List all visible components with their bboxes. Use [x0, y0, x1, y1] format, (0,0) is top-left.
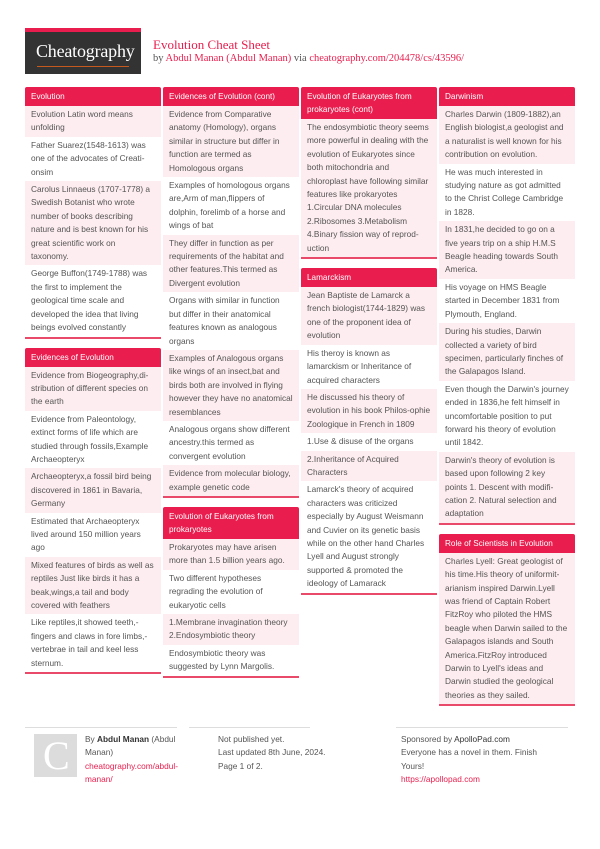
list-item: He was much interested in studying nature as got admitted to the Christ College Cambridge in 1828.: [439, 164, 575, 222]
section-title: Lamarckism: [301, 268, 437, 287]
list-item: Charles Lyell: Great geologist of his time.His theory of uniformit-arianism inspired Darwin.Lyell was friend of Captain Robert FitzRoy who piloted the HMS beagle when Darwin sailed to the Galapagos islands and South America.FitzRoy introduced Darwin to Lyell's ideas and Darwin studied the geological theories as they sailed.: [439, 553, 575, 704]
footer-author-url[interactable]: cheatography.com/abdul-manan/: [85, 760, 179, 785]
section-body: [301, 119, 437, 257]
section-title: Role of Scientists in Evolution: [439, 534, 575, 553]
sponsor-prefix: Sponsored by: [401, 734, 453, 744]
cheatography-logo[interactable]: [25, 28, 141, 74]
list-item: Lamarck's theory of acquired characters was criticized especially by August Weismann and Cuvier on its genetic basis while on the other hand Charles Lyell and August strongly supported & promoted the ideology of Lamarack: [301, 481, 437, 592]
list-item: Mixed features of birds as well as reptiles Just like birds it has a beak,wings,a tail and body covered with feathers: [25, 557, 161, 615]
title-block: [153, 38, 464, 66]
footer-author-name[interactable]: Abdul Manan: [97, 734, 150, 744]
section-title: Evolution: [25, 87, 161, 106]
list-item: Archaeopteryx,a fossil bird being discovered in 1861 in Bavaria, Germany: [25, 468, 161, 512]
list-item: Analogous organs show different ancestry.this termed as convergent evolution: [163, 421, 299, 465]
list-item: 2.Inheritance of Acquired Characters: [301, 451, 437, 482]
section-body: [163, 106, 299, 496]
footer-divider: [25, 727, 177, 728]
list-item: Organs with similar in function but differ in their anatomical features known as analogous organs: [163, 292, 299, 350]
list-item: Jean Baptiste de Lamarck a french biologist(1744-1829) was one of the proponent idea of evolution: [301, 287, 437, 345]
section-evidences-of-evolution: [25, 348, 161, 675]
list-item: Prokaryotes may have arisen more than 1.5 billion years ago.: [163, 539, 299, 570]
sponsor-name[interactable]: ApolloPad.com: [454, 734, 510, 744]
list-item: His voyage on HMS Beagle started in December 1831 from Plymouth, England.: [439, 279, 575, 323]
list-item: Even though the Darwin's journey ended in 1836,he felt himself in uncomfortable position to put forward his theory of evolution until 1842.: [439, 381, 575, 452]
section-title: Evidences of Evolution (cont): [163, 87, 299, 106]
list-item: 1.Membrane invagination theory 2.Endosymbiotic theory: [163, 614, 299, 645]
section-role-of-scientists: [439, 534, 575, 706]
list-item: Like reptiles,it showed teeth,-fingers and claws in fore limbs,-vertebrae in tail and keel less sternum.: [25, 614, 161, 672]
section-evidences-of-evolution-cont: [163, 87, 299, 498]
logo-text: Cheatography: [36, 41, 135, 61]
list-item: George Buffon(1749-1788) was the first to implement the geological time scale and developed the idea that living beings evolved constantly: [25, 265, 161, 336]
section-title: Evolution of Eukaryotes from prokaryotes: [163, 507, 299, 539]
footer-author: [85, 733, 177, 787]
sponsor-line: [401, 733, 551, 746]
section-body: [301, 287, 437, 593]
list-item: Examples of homologous organs are,Arm of man,flippers of dolphin, forelimb of a horse and wings of bat: [163, 177, 299, 235]
list-item: Estimated that Archaeopteryx lived around 150 million years ago: [25, 513, 161, 557]
section-body: [439, 553, 575, 704]
section-body: [25, 106, 161, 337]
section-darwinism: [439, 87, 575, 525]
page-number: Page 1 of 2.: [218, 760, 263, 771]
section-evolution: [25, 87, 161, 339]
byline-via: via: [293, 53, 307, 64]
list-item: In 1831,he decided to go on a five years trip on a ship H.M.S Beagle heading towards South America.: [439, 221, 575, 279]
section-evolution-of-eukaryotes: [163, 507, 299, 678]
section-evolution-of-eukaryotes-cont: [301, 87, 437, 259]
list-item: Evidence from Paleontology, extinct forms of life which are studied through fossils,Example Archaeopteryx: [25, 411, 161, 469]
sponsor-url[interactable]: https://apollopad.com: [401, 774, 480, 785]
list-item: They differ in function as per requirements of the habitat and other features.This termed as Divergent evolution: [163, 235, 299, 293]
author-avatar: [34, 734, 77, 777]
byline: [153, 52, 464, 66]
footer-divider: [396, 727, 568, 728]
sponsor-tagline: Everyone has a novel in them. Finish Yours!: [401, 747, 538, 771]
footer-status: [218, 733, 328, 773]
list-item: Father Suarez(1548-1613) was one of the advocates of Creati-onsim: [25, 137, 161, 181]
section-lamarckism: [301, 268, 437, 595]
footer-by: By: [85, 734, 95, 744]
sheet-url-link[interactable]: cheatography.com/204478/cs/43596/: [309, 53, 465, 64]
section-body: [25, 367, 161, 673]
logo-underline: [37, 66, 129, 67]
page-title: Evolution Cheat Sheet: [153, 37, 270, 52]
publish-status: Not published yet.: [218, 734, 285, 744]
list-item: He discussed his theory of evolution in his book Philos-ophie Zoologique in French in 1809: [301, 389, 437, 433]
list-item: Evolution Latin word means unfolding: [25, 106, 161, 137]
list-item: Evidence from Comparative anatomy (Homology), organs similar in structure but differ in function are termed as Homologous organs: [163, 106, 299, 177]
section-title: Darwinism: [439, 87, 575, 106]
footer-sponsor: [401, 733, 551, 787]
avatar-letter: C: [43, 733, 70, 778]
list-item: His theroy is known as lamarckism or Inheritance of acquired characters: [301, 345, 437, 389]
section-body: [439, 106, 575, 523]
column-1: [25, 87, 161, 683]
list-item: Darwin's theory of evolution is based upon following 2 key points 1. Descent with modifi-cation 2. Natural selection and adaptation: [439, 452, 575, 523]
section-body: [163, 539, 299, 676]
section-title: Evolution of Eukaryotes from prokaryotes (cont): [301, 87, 437, 119]
byline-prefix: by: [153, 53, 164, 64]
last-updated: Last updated 8th June, 2024.: [218, 747, 326, 758]
list-item: Examples of Analogous organs like wings of an insect,bat and birds both are involved in flying however they have no anatomical resemblances: [163, 350, 299, 421]
list-item: Endosymbiotic theory was suggested by Lynn Margolis.: [163, 645, 299, 676]
list-item: Charles Darwin (1809-1882),an English biologist,a geologist and a naturalist is well known for his contribution on evolution.: [439, 106, 575, 164]
section-title: Evidences of Evolution: [25, 348, 161, 367]
footer-divider: [189, 727, 310, 728]
list-item: Carolus Linnaeus (1707-1778) a Swedish Botanist who wrote number of books describing nature and is best known for his great scientific work on taxonomy.: [25, 181, 161, 265]
list-item: Two different hypotheses regrading the evolution of eukaryotic cells: [163, 570, 299, 614]
author-link[interactable]: Abdul Manan (Abdul Manan): [165, 53, 292, 64]
column-3: [301, 87, 437, 604]
list-item: Evidence from Biogeography,di-stribution of different species on the earth: [25, 367, 161, 411]
list-item: 1.Use & disuse of the organs: [301, 433, 437, 450]
column-4: [439, 87, 575, 715]
footer-author-suffix: (Abdul Manan): [85, 734, 176, 758]
list-item: The endosymbiotic theory seems more powerful in dealing with the evolution of Eukaryotes since both mitochondria and chloroplast have following similar features like prokaryotes 1.Circular DNA molecules 2.Ribosomes 3.Metabolism 4.Binary fission way of reprod-uction: [301, 119, 437, 257]
column-2: [163, 87, 299, 687]
list-item: Evidence from molecular biology, example genetic code: [163, 465, 299, 496]
list-item: During his studies, Darwin collected a variety of bird specimen, particularly finches of the Galapagos Island.: [439, 323, 575, 381]
